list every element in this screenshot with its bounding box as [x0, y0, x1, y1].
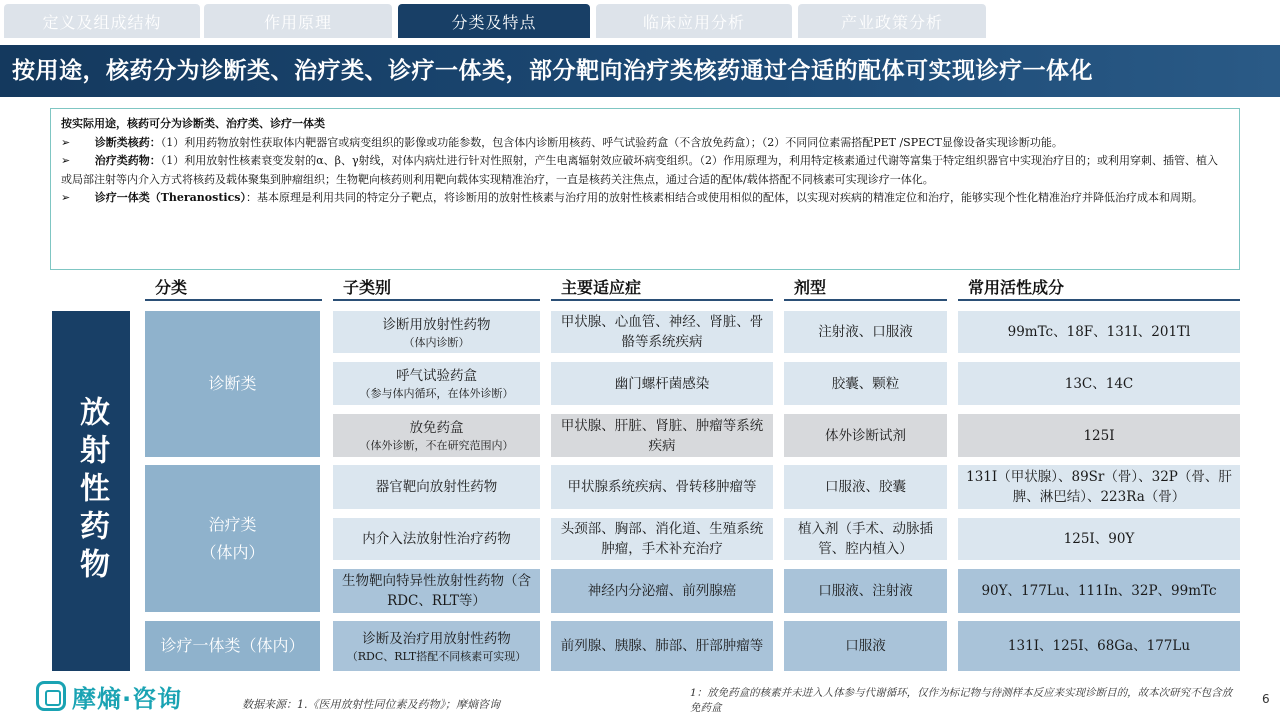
intro-bullet-theranostic: ➢ 诊疗一体类（Theranostics）：基本原理是利用共同的特定分子靶点，将诊断用的放射性核素与治疗用的放射性核素相结合或使用相似的配体，以实现对疾病的精准定位和治疗，能够实现个性化精准治疗并降低治疗成本和周期。: [61, 191, 1203, 204]
intro-box: [50, 108, 1240, 270]
footnote: 1：放免药盒的核素并未进入人体参与代谢循环，仅作为标记物与待测样本反应来实现诊断目的，故本次研究不包含放免药盒: [690, 687, 1233, 714]
tab-policy[interactable]: 产业政策分析: [798, 4, 986, 38]
table-row-6-sub: 诊断及治疗用放射性药物 （RDC、RLT搭配不同核素可实现）: [333, 621, 540, 671]
table-row-0-form: 注射液、口服液: [784, 311, 947, 353]
category-diagnostic: 诊断类: [145, 311, 320, 457]
table-row-5-sub: 生物靶向特异性放射性药物（含RDC、RLT等）: [333, 569, 540, 613]
table-row-1-indication: 幽门螺杆菌感染: [551, 362, 773, 405]
table-row-5-indication: 神经内分泌瘤、前列腺癌: [551, 569, 773, 613]
header-subcategory: 子类别: [333, 275, 540, 301]
header-category: 分类: [145, 275, 322, 301]
group-radiopharmaceuticals: 放射性药物: [52, 311, 130, 671]
table-row-2-form: 体外诊断试剂: [784, 414, 947, 457]
table-row-6-form: 口服液: [784, 621, 947, 671]
table-row-6-indication: 前列腺、胰腺、肺部、肝部肿瘤等: [551, 621, 773, 671]
table-row-0-indication: 甲状腺、心血管、神经、肾脏、骨骼等系统疾病: [551, 311, 773, 353]
category-theranostic: 诊疗一体类（体内）: [145, 621, 320, 671]
title-bar: [0, 45, 1280, 97]
intro-bullet-therapeutic: ➢ 治疗类药物：（1）利用放射性核素衰变发射的α、β、γ射线，对体内病灶进行针对性照射，产生电离辐射效应破坏病变组织。（2）作用原理为，利用特定核素通过代谢等富集于特定组织器官中实现治疗目的；或利用穿刺、插管、植入或局部注射等内介入方式将核药及载体聚集到肿瘤组织；生物靶向核药则利用靶向载体实现精准治疗，一直是核药关注焦点，通过合适的配体/载体搭配不同核素可实现诊疗一体化。: [61, 154, 1219, 186]
table-row-1-form: 胶囊、颗粒: [784, 362, 947, 405]
company-logo: [36, 680, 182, 712]
intro-bullet-diagnostic: ➢ 诊断类核药：（1）利用药物放射性获取体内靶器官或病变组织的影像或功能参数，包含体内诊断用核药、呼气试验药盒（不含放免药盒）；（2）不同同位素需搭配PET /SPECT显像设备实现诊断功能。: [61, 135, 1063, 149]
table-row-4-form: 植入剂（手术、动脉插管、腔内植入）: [784, 518, 947, 560]
tab-classification[interactable]: 分类及特点: [398, 4, 590, 38]
page-number: 6: [1262, 692, 1270, 706]
table-row-4-indication: 头颈部、胸部、消化道、生殖系统肿瘤，手术补充治疗: [551, 518, 773, 560]
category-therapeutic: 治疗类 （体内）: [145, 465, 320, 612]
table-row-1-ingredient: 13C、14C: [958, 362, 1240, 405]
data-source: 数据来源：1.《医用放射性同位素及药物》；摩熵咨询: [242, 698, 500, 711]
table-row-5-form: 口服液、注射液: [784, 569, 947, 613]
table-row-2-indication: 甲状腺、肝脏、肾脏、肿瘤等系统疾病: [551, 414, 773, 457]
table-row-4-ingredient: 125I、90Y: [958, 518, 1240, 560]
section-tabs: [0, 0, 1280, 42]
tab-clinical[interactable]: 临床应用分析: [596, 4, 792, 38]
tab-definition[interactable]: 定义及组成结构: [4, 4, 200, 38]
table-row-0-sub: 诊断用放射性药物 （体内诊断）: [333, 311, 540, 353]
table-row-3-indication: 甲状腺系统疾病、骨转移肿瘤等: [551, 465, 773, 509]
page-title: 按用途，核药分为诊断类、治疗类、诊疗一体类，部分靶向治疗类核药通过合适的配体可实现诊疗一体化: [12, 57, 1093, 84]
table-row-5-ingredient: 90Y、177Lu、111In、32P、99mTc: [958, 569, 1240, 613]
table-row-6-ingredient: 131I、125I、68Ga、177Lu: [958, 621, 1240, 671]
table-row-2-sub: 放免药盒 （体外诊断，不在研究范围内）: [333, 414, 540, 457]
logo-text: 摩熵·咨询: [72, 684, 183, 713]
table-row-4-sub: 内介入法放射性治疗药物: [333, 518, 540, 560]
logo-icon: [36, 681, 66, 711]
table-row-1-sub: 呼气试验药盒 （参与体内循环，在体外诊断）: [333, 362, 540, 405]
table-row-0-ingredient: 99mTc、18F、131I、201Tl: [958, 311, 1240, 353]
table-row-2-ingredient: 125I: [958, 414, 1240, 457]
table-row-3-sub: 器官靶向放射性药物: [333, 465, 540, 509]
header-active-ingredient: 常用活性成分: [958, 275, 1240, 301]
intro-heading: 按实际用途，核药可分为诊断类、治疗类、诊疗一体类: [61, 117, 325, 130]
table-row-3-form: 口服液、胶囊: [784, 465, 947, 509]
header-indication: 主要适应症: [551, 275, 773, 301]
table-row-3-ingredient: 131I（甲状腺）、89Sr（骨）、32P（骨、肝脾、淋巴结）、223Ra（骨）: [958, 465, 1240, 509]
header-dosage-form: 剂型: [784, 275, 947, 301]
tab-mechanism[interactable]: 作用原理: [204, 4, 392, 38]
